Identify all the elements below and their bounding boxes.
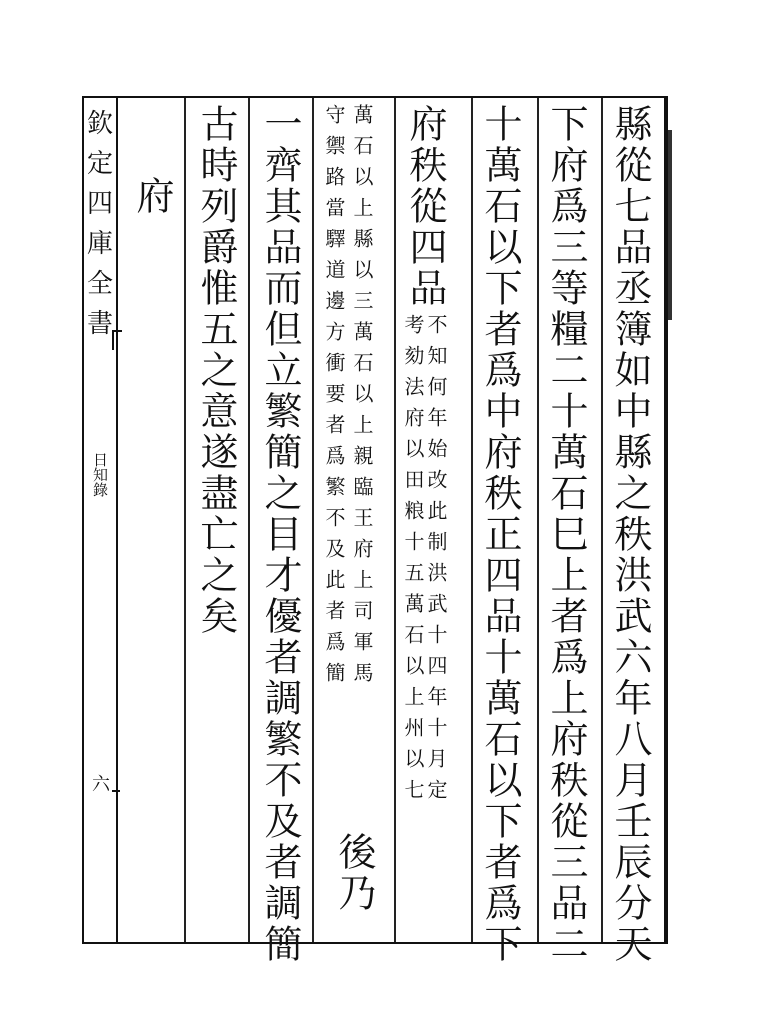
edge-mark [668,130,672,320]
margin-fishtail [112,330,122,350]
text-column-1: 縣從七品丞簿如中縣之秩洪武六年八月壬辰分天 [608,104,652,965]
margin-title-char: 書 [86,309,113,339]
column-rule [184,98,186,942]
annotation-left: 守禦路當驛道邊方衝要者爲繁不及此者爲簡 [322,104,346,693]
margin-title-char: 全 [86,269,113,299]
margin-title-char: 欽 [86,109,113,139]
section-heading: 府 [130,176,174,217]
column-rule [537,98,539,942]
text-column-7: 古時列爵惟五之意遂盡亡之矣 [194,104,238,637]
text-column-2: 下府爲三等糧二十萬石巳上者爲上府秩從三品二 [544,104,588,965]
column-rule [471,98,473,942]
margin-title-char: 定 [86,149,113,179]
text-column-5-main: 後乃 [332,832,376,914]
column-rule [394,98,396,942]
column-rule [312,98,314,942]
margin-title-char: 庫 [86,229,113,259]
margin-title-char: 四 [86,189,113,219]
text-column-6: 一齊其品而但立繁簡之目才優者調繁不及者調簡 [258,104,302,965]
column-rule [248,98,250,942]
annotation-right: 不知何年始改此制洪武十四年十月定 [424,314,448,810]
margin-page-number: 六 [92,774,110,795]
margin-book-name: 日知錄 [91,452,109,497]
annotation-right: 萬石以上縣以三萬石以上親臨王府上司軍馬 [350,104,374,693]
annotation-left: 考劾法府以田粮十五萬石以上州以七 [401,314,425,810]
column-rule [601,98,603,942]
margin-page-mark [112,790,120,792]
text-column-4-main: 府秩從四品 [403,104,447,309]
margin-title [86,104,114,344]
text-column-3: 十萬石以下者爲中府秩正四品十萬石以下者爲下 [478,104,522,965]
